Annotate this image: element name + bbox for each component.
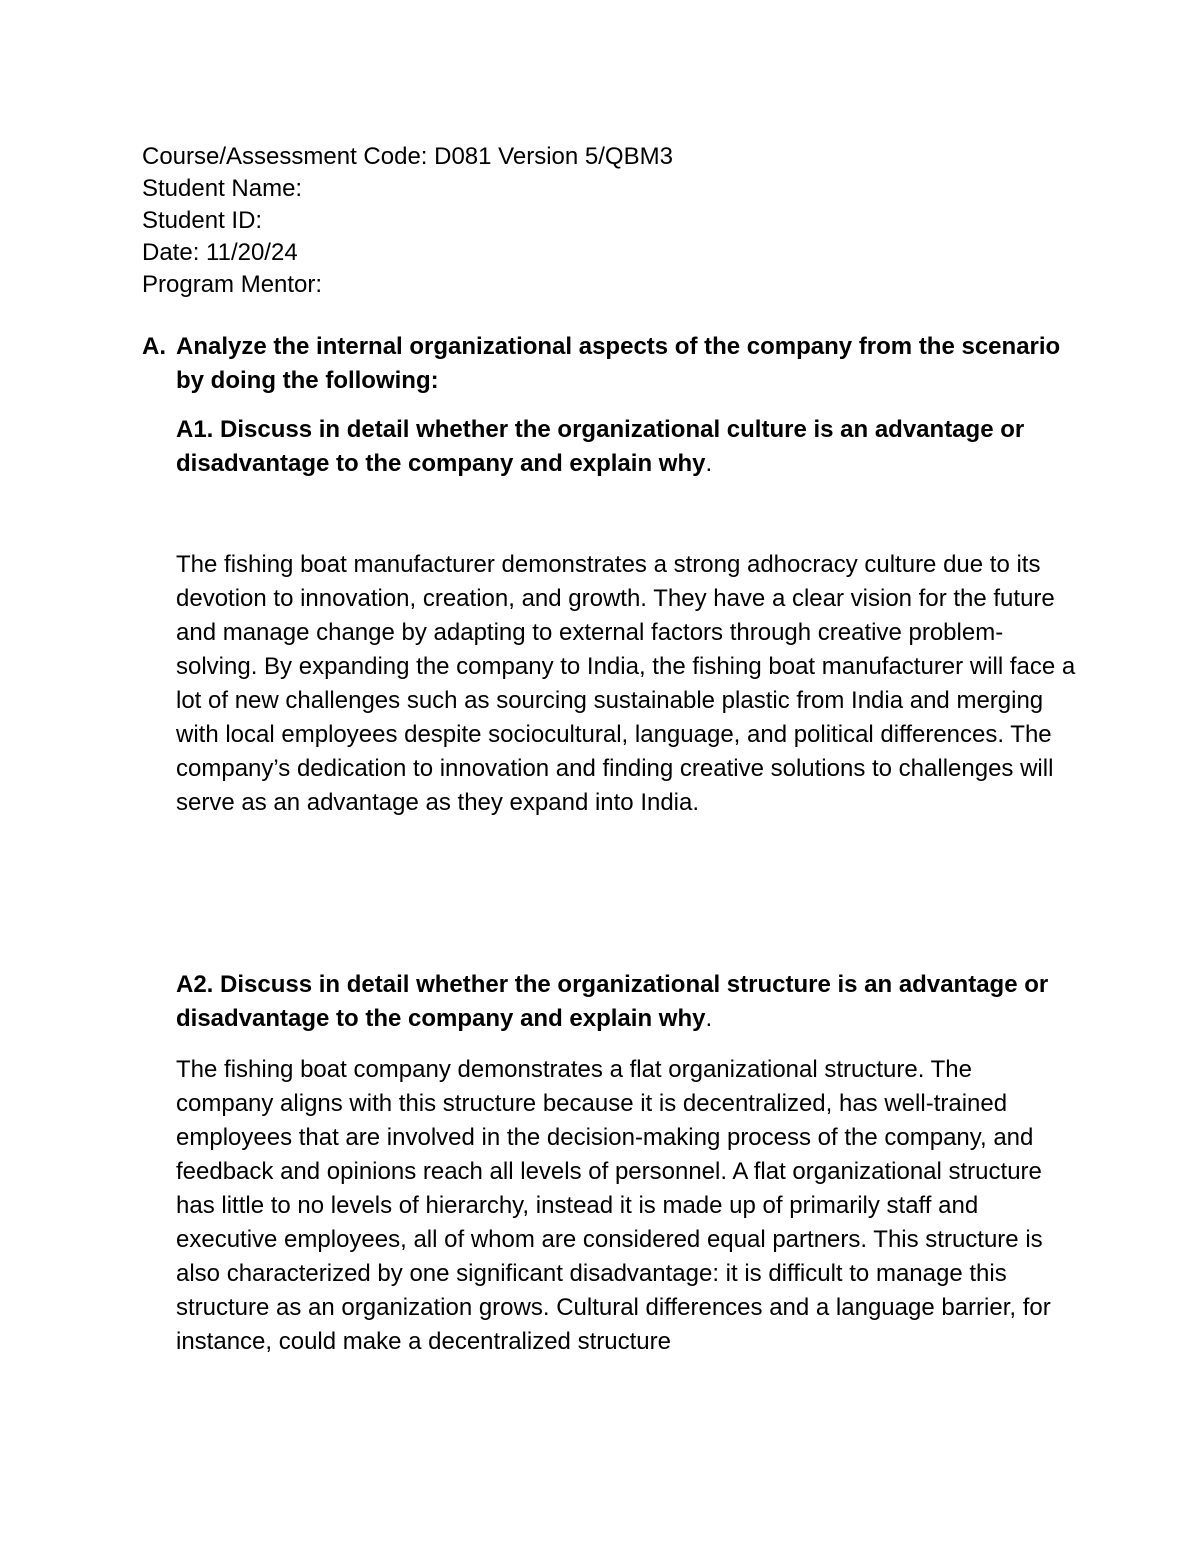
student-id-line: Student ID:: [142, 207, 263, 234]
document-header: [142, 140, 1042, 300]
section-a-prompt: Analyze the internal organizational aspects of the company from the scenario by doing the following:: [176, 333, 1061, 394]
a1-heading-end: .: [705, 450, 713, 477]
course-code-line: Course/Assessment Code: D081 Version 5/QBM3: [142, 143, 673, 170]
date-line: Date: 11/20/24: [142, 239, 298, 266]
a2-answer-paragraph: The fishing boat company demonstrates a flat organizational structure. The company aligns with this structure because it is decentralized, has well-trained employees that are involved in the decision-making process of the company, and feedback and opinions reach all levels of personnel. A flat organizational structure has little to no levels of hierarchy, instead it is made up of primarily staff and executive employees, all of whom are considered equal partners. This structure is also characterized by one significant disadvantage: it is difficult to manage this structure as an organization grows. Cultural differences and a language barrier, for instance, could make a decentralized structure: [176, 1056, 1051, 1355]
section-a-label: A.: [142, 333, 166, 360]
a2-heading-text: A2. Discuss in detail whether the organizational structure is an advantage or disadvantage to the company and explain why: [176, 971, 1049, 1032]
a1-heading-text: A1. Discuss in detail whether the organizational culture is an advantage or disadvantage to the company and explain why: [176, 416, 1025, 477]
student-name-line: Student Name:: [142, 175, 303, 202]
a1-heading: [176, 413, 1076, 481]
a2-heading-end: .: [705, 1005, 713, 1032]
a1-answer-paragraph: The fishing boat manufacturer demonstrates a strong adhocracy culture due to its devotion to innovation, creation, and growth. They have a clear vision for the future and manage change by adapting to external factors through creative problem-solving. By expanding the company to India, the fishing boat manufacturer will face a lot of new challenges such as sourcing sustainable plastic from India and merging with local employees despite sociocultural, language, and political differences. The company’s dedication to innovation and finding creative solutions to challenges will serve as an advantage as they expand into India.: [176, 551, 1076, 816]
a2-heading: [176, 968, 1076, 1036]
program-mentor-line: Program Mentor:: [142, 271, 323, 298]
section-a-heading: [142, 330, 1062, 398]
